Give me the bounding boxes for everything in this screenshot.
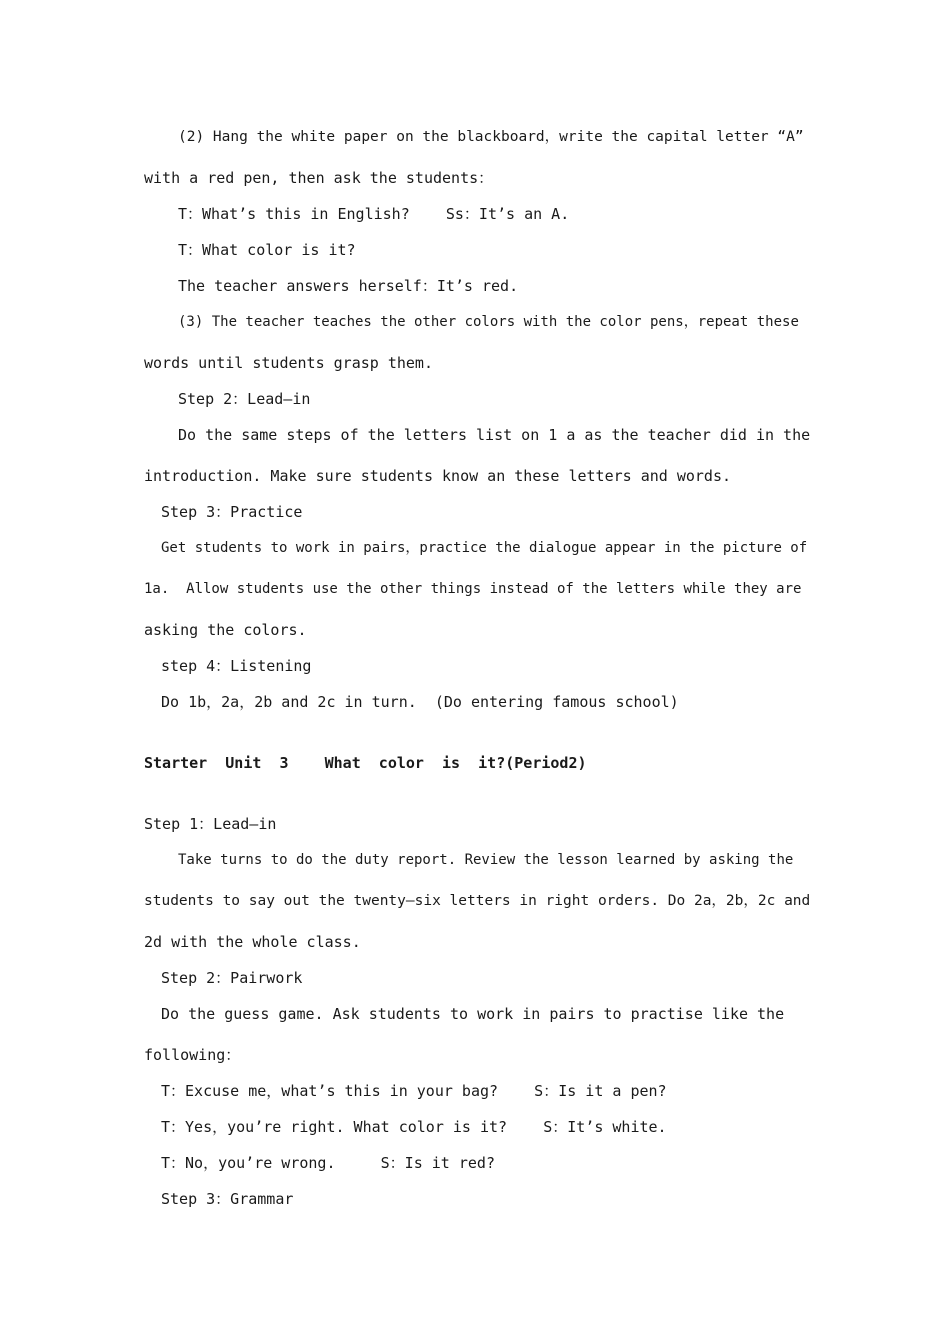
paragraph-line: (2) Hang the white paper on the blackboard，write the capital letter “A” — [178, 129, 804, 145]
dialogue-line: T：Excuse me，what’s this in your bag? S：Is it a pen? — [161, 1082, 667, 1100]
paragraph-line: Do the guess game. Ask students to work in pairs to practise like the — [161, 1005, 785, 1023]
dialogue-line: T：No，you’re wrong. S：Is it red? — [161, 1154, 495, 1172]
paragraph-line: introduction. Make sure students know an these letters and words. — [144, 467, 731, 485]
dialogue-line: T：What color is it? — [178, 241, 356, 259]
paragraph-line: with a red pen, then ask the students： — [144, 169, 494, 187]
paragraph-line: following： — [144, 1046, 241, 1064]
dialogue-line: T：What’s this in English? Ss：It’s an A. — [178, 205, 570, 223]
step-heading: step 4：Listening — [161, 657, 312, 675]
paragraph-line: Take turns to do the duty report. Review the lesson learned by asking the — [178, 852, 794, 868]
step-heading: Step 2：Lead—in — [178, 390, 311, 408]
paragraph-line: 2d with the whole class. — [144, 933, 361, 951]
dialogue-line: T：Yes，you’re right. What color is it? S：It’s white. — [161, 1118, 667, 1136]
paragraph-line: Do 1b，2a，2b and 2c in turn. (Do entering famous school) — [161, 693, 679, 711]
step-heading: Step 1：Lead—in — [144, 815, 277, 833]
section-title: Starter Unit 3 What color is it?(Period2) — [144, 754, 587, 772]
step-heading: Step 3：Grammar — [161, 1190, 294, 1208]
paragraph-line: students to say out the twenty—six letters in right orders. Do 2a，2b，2c and — [144, 893, 811, 909]
paragraph-line: asking the colors. — [144, 621, 307, 639]
paragraph-line: Do the same steps of the letters list on 1 a as the teacher did in the — [178, 426, 811, 444]
paragraph-line: words until students grasp them. — [144, 354, 433, 372]
step-heading: Step 2：Pairwork — [161, 969, 303, 987]
paragraph-line: (3) The teacher teaches the other colors with the color pens，repeat these — [178, 314, 799, 330]
paragraph-line: 1a. Allow students use the other things instead of the letters while they are — [144, 581, 802, 597]
paragraph-line: The teacher answers herself：It’s red. — [178, 277, 519, 295]
step-heading: Step 3：Practice — [161, 503, 303, 521]
paragraph-line: Get students to work in pairs，practice the dialogue appear in the picture of — [161, 540, 808, 556]
